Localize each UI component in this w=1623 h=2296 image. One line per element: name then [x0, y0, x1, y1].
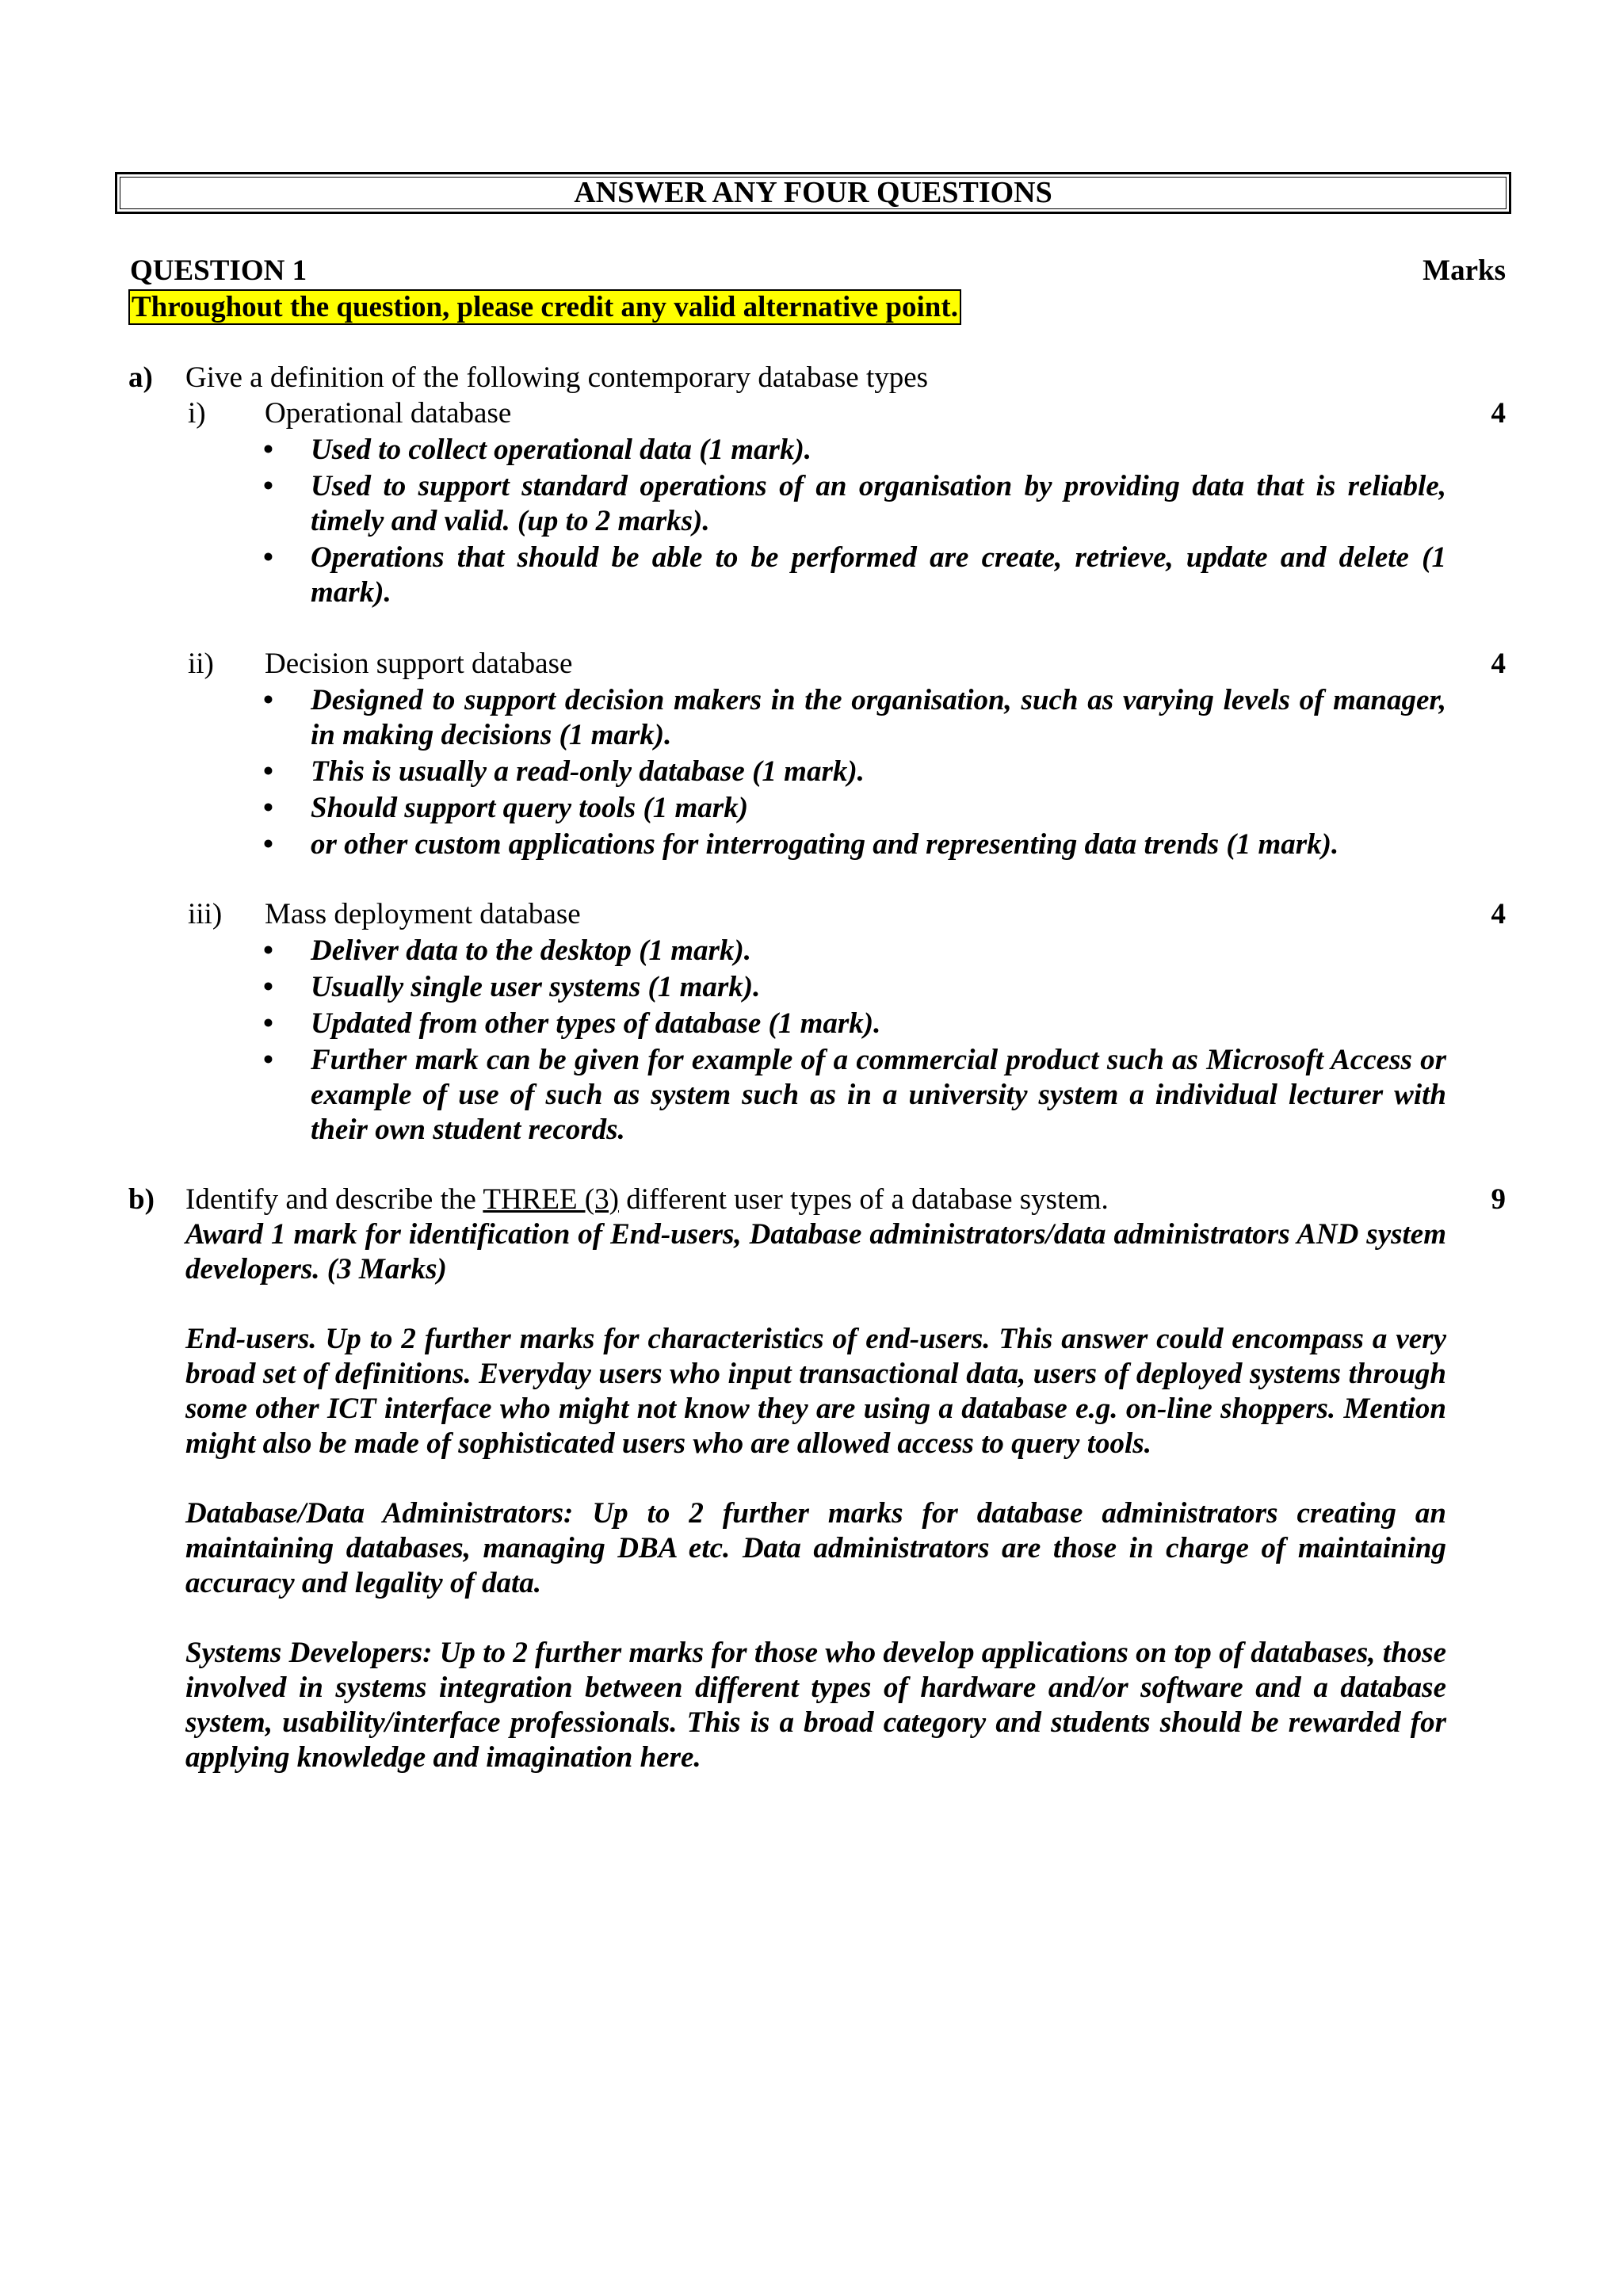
part-b-label: b) — [128, 1183, 155, 1216]
bullet-item: • This is usually a read-only database (1 mark). — [263, 755, 865, 788]
item-i-marks: 4 — [1491, 397, 1506, 430]
bullet-icon: • — [263, 828, 273, 861]
item-iii-bullets — [262, 934, 1446, 1149]
bullet-item: • Usually single user systems (1 mark). — [263, 971, 761, 1003]
instructions-banner — [115, 172, 1511, 214]
item-ii-title: Decision support database — [265, 648, 573, 680]
bullet-icon: • — [263, 684, 273, 716]
item-iii-number: iii) — [188, 898, 223, 930]
item-iii-marks: 4 — [1491, 898, 1506, 930]
item-ii-bullets — [262, 683, 1446, 864]
part-a-prompt: Give a definition of the following contemporary database types — [185, 361, 929, 394]
bullet-item: • Should support query tools (1 mark) — [263, 792, 749, 824]
bullet-icon: • — [263, 434, 273, 466]
bullet-icon: • — [263, 541, 273, 574]
banner-text: ANSWER ANY FOUR QUESTIONS — [120, 177, 1507, 209]
item-ii-marks: 4 — [1491, 648, 1506, 680]
end-users-paragraph: End-users. Up to 2 further marks for characteristics of end-users. This answer could encompass a very broad set of definitions. Everyday users who input transactional data, users of deployed systems through some other ICT interface who might not know they are using a database e.g. on-line shoppers. Mention might also be made of sophisticated users who are allowed access to query tools. — [185, 1323, 1446, 1460]
bullet-item: • Deliver data to the desktop (1 mark). — [263, 934, 751, 967]
systems-developers-paragraph: Systems Developers: Up to 2 further marks for those who develop applications on top of databases, those involved in systems integration between different types of hardware and/or software and a database system, usability/interface professionals. This is a broad category and students should be rewarded for applying knowledge and imagination here. — [185, 1637, 1446, 1774]
bullet-item: • Operations that should be able to be performed are create, retrieve, update and delete (1 mark). — [263, 541, 1446, 609]
item-i-title: Operational database — [265, 397, 512, 430]
bullet-item: • Further mark can be given for example of a commercial product such as Microsoft Access or example of use of such as system such as in a university system a individual lecturer with their own student records. — [263, 1044, 1446, 1146]
part-b-prompt-underlined: THREE (3) — [483, 1183, 619, 1216]
bullet-item: • Designed to support decision makers in the organisation, such as varying levels of manager, in making decisions (1 mark). — [263, 684, 1446, 751]
bullet-item: • Updated from other types of database (1 mark). — [263, 1007, 881, 1040]
bullet-item: • Used to collect operational data (1 mark). — [263, 434, 812, 466]
bullet-item: • or other custom applications for interrogating and representing data trends (1 mark). — [263, 828, 1339, 861]
bullet-icon: • — [263, 470, 273, 502]
bullet-icon: • — [263, 792, 273, 824]
item-iii-title: Mass deployment database — [265, 898, 581, 930]
item-i-number: i) — [188, 397, 206, 430]
item-ii-number: ii) — [188, 648, 214, 680]
part-b-prompt: Identify and describe the THREE (3) different user types of a database system. — [185, 1183, 1109, 1216]
bullet-item: • Used to support standard operations of an organisation by providing data that is reliable, timely and valid. (up to 2 marks). — [263, 470, 1446, 537]
part-b-award-paragraph: Award 1 mark for identification of End-users, Database administrators/data administrators AND system developers. (3 Marks) — [185, 1218, 1446, 1286]
part-b-marks: 9 — [1491, 1183, 1506, 1216]
credit-note — [128, 290, 961, 325]
marks-header: Marks — [1423, 254, 1506, 287]
bullet-icon: • — [263, 1007, 273, 1040]
credit-note-text: Throughout the question, please credit any valid alternative point. — [128, 289, 961, 325]
question-title: QUESTION 1 — [130, 254, 307, 287]
bullet-icon: • — [263, 971, 273, 1003]
bullet-icon: • — [263, 934, 273, 967]
administrators-paragraph: Database/Data Administrators: Up to 2 further marks for database administrators creating an maintaining databases, managing DBA etc. Data administrators are those in charge of maintaining accuracy and legality of data. — [185, 1497, 1446, 1599]
item-i-bullets — [262, 433, 1446, 612]
bullet-icon: • — [263, 1044, 273, 1076]
bullet-icon: • — [263, 755, 273, 788]
part-a-label: a) — [128, 361, 153, 394]
